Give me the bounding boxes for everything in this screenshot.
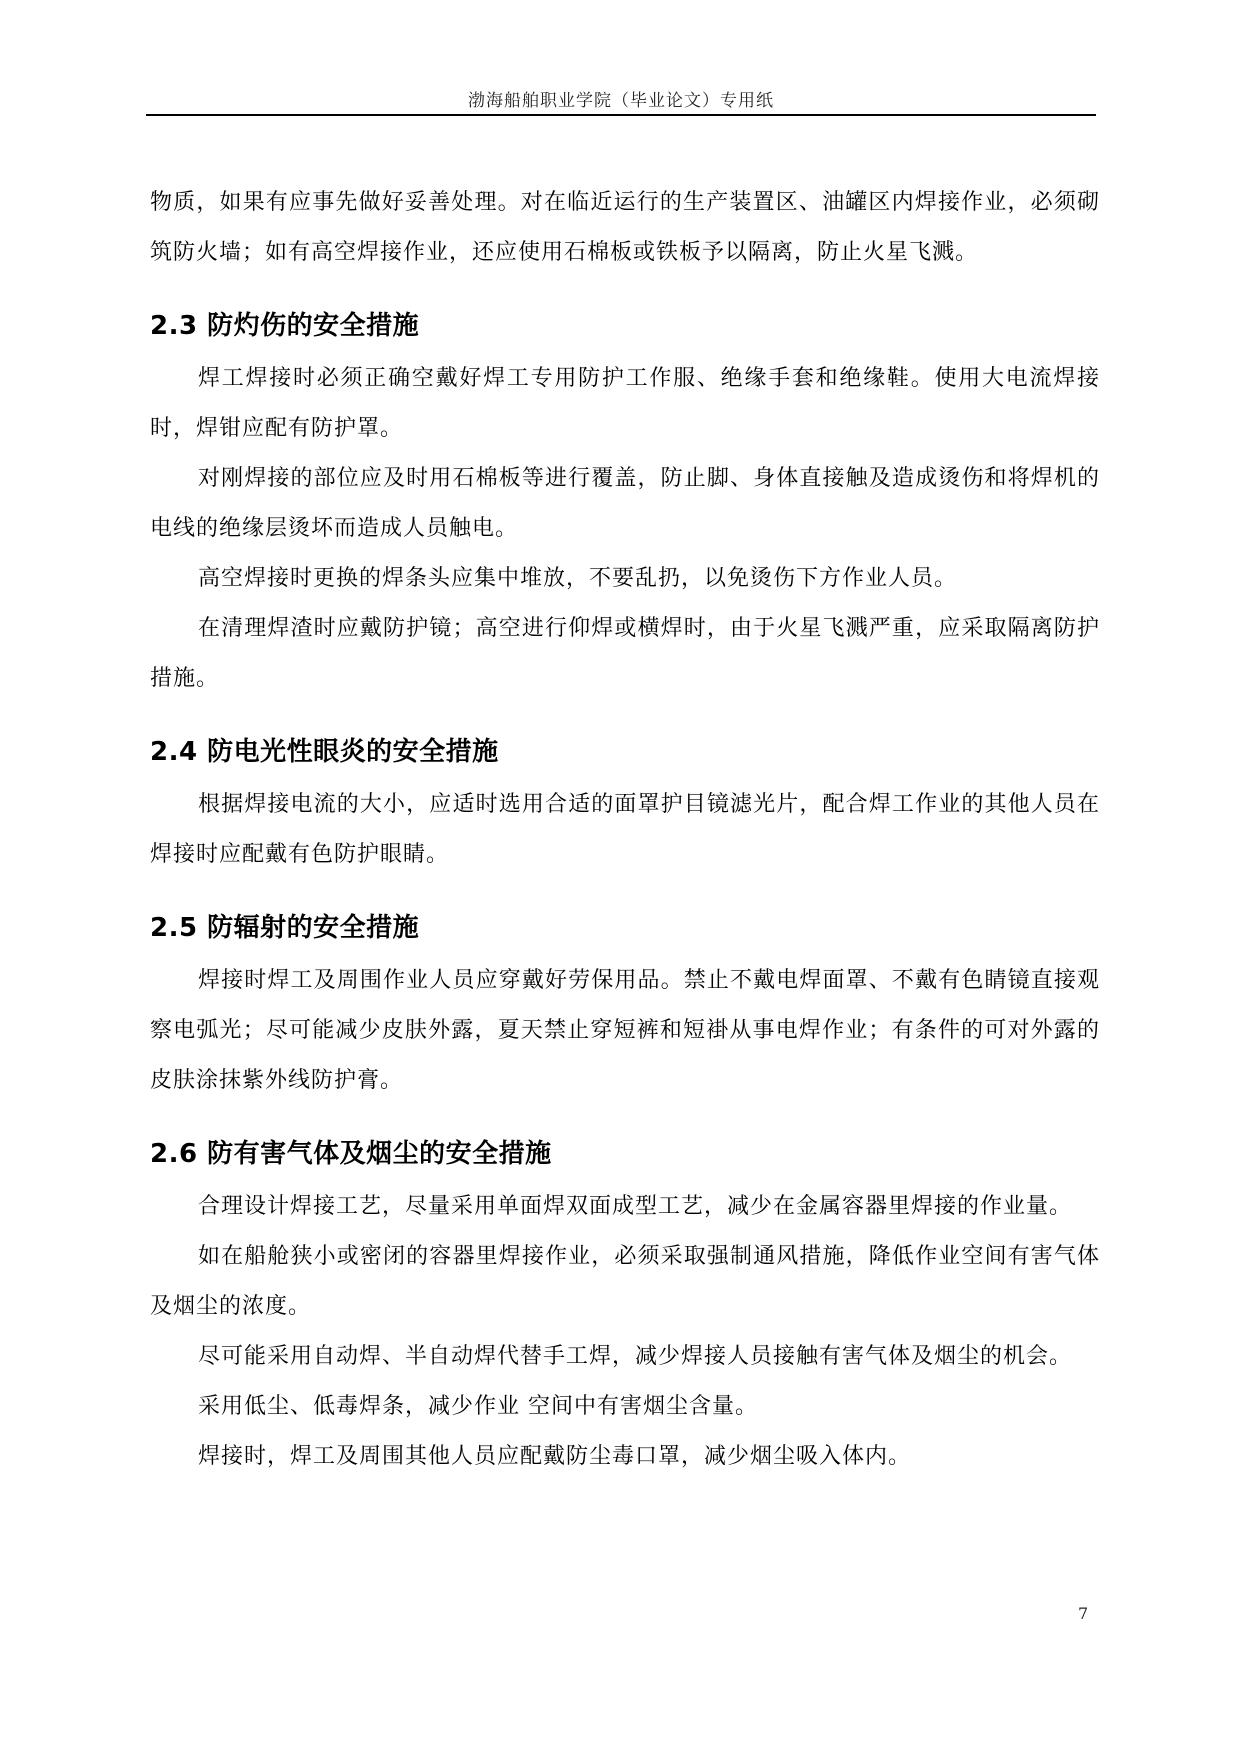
- paragraph: 焊工焊接时必须正确空戴好焊工专用防护工作服、绝缘手套和绝缘鞋。使用大电流焊接时，焊钳应配有防护罩。: [150, 366, 1100, 441]
- section-heading-2-6: 2.6 防有害气体及烟尘的安全措施: [150, 1139, 552, 1169]
- paragraph: 如在船舱狭小或密闭的容器里焊接作业，必须采取强制通风措施，降低作业空间有害气体及烟尘的浓度。: [150, 1244, 1100, 1319]
- paragraph: 高空焊接时更换的焊条头应集中堆放，不要乱扔，以免烫伤下方作业人员。: [198, 566, 958, 591]
- paragraph: 采用低尘、低毒焊条，减少作业 空间中有害烟尘含量。: [198, 1394, 758, 1419]
- paragraph: 根据焊接电流的大小，应适时选用合适的面罩护目镜滤光片，配合焊工作业的其他人员在焊接时应配戴有色防护眼睛。: [150, 792, 1100, 867]
- page-header-title: 渤海船舶职业学院（毕业论文）专用纸: [468, 91, 774, 111]
- paragraph: 尽可能采用自动焊、半自动焊代替手工焊，减少焊接人员接触有害气体及烟尘的机会。: [198, 1344, 1073, 1369]
- section-heading-2-4: 2.4 防电光性眼炎的安全措施: [150, 737, 499, 767]
- paragraph: 合理设计焊接工艺，尽量采用单面焊双面成型工艺，减少在金属容器里焊接的作业量。: [198, 1194, 1073, 1219]
- paragraph: 焊接时，焊工及周围其他人员应配戴防尘毒口罩，减少烟尘吸入体内。: [198, 1444, 912, 1469]
- page-number: 7: [1078, 1604, 1089, 1623]
- paragraph: 对刚焊接的部位应及时用石棉板等进行覆盖，防止脚、身体直接触及造成烫伤和将焊机的电线的绝缘层烫坏而造成人员触电。: [150, 466, 1100, 541]
- intro-paragraph: 物质，如果有应事先做好妥善处理。对在临近运行的生产装置区、油罐区内焊接作业，必须砌筑防火墙；如有高空焊接作业，还应使用石棉板或铁板予以隔离，防止火星飞溅。: [150, 190, 1100, 265]
- section-heading-2-5: 2.5 防辐射的安全措施: [150, 913, 420, 943]
- paragraph: 在清理焊渣时应戴防护镜；高空进行仰焊或横焊时，由于火星飞溅严重，应采取隔离防护措施。: [150, 616, 1100, 691]
- header-divider: [146, 114, 1096, 116]
- section-heading-2-3: 2.3 防灼伤的安全措施: [150, 311, 420, 341]
- paragraph: 焊接时焊工及周围作业人员应穿戴好劳保用品。禁止不戴电焊面罩、不戴有色睛镜直接观察电弧光；尽可能减少皮肤外露，夏天禁止穿短裤和短褂从事电焊作业；有条件的可对外露的皮肤涂抹紫外线防护膏。: [150, 968, 1100, 1093]
- page-content: [150, 178, 1100, 1482]
